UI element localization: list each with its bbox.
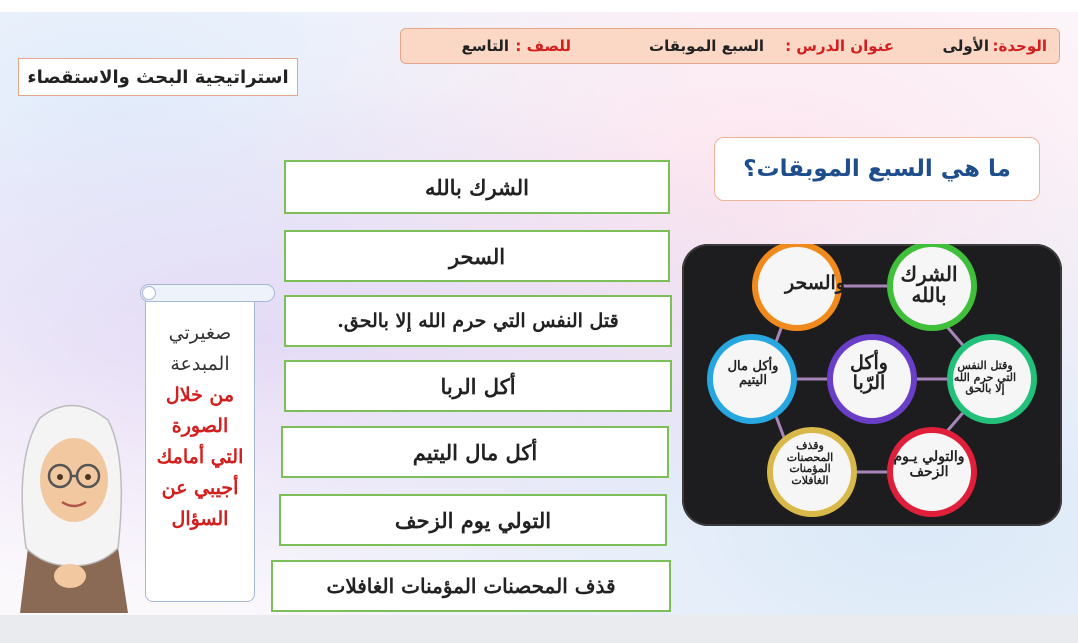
answer-box-1: الشرك بالله <box>284 160 670 214</box>
strategy-title: استراتيجية البحث والاستقصاء <box>18 58 298 96</box>
answer-box-7: قذف المحصنات المؤمنات الغافلات <box>271 560 671 612</box>
question-box: ما هي السبع الموبقات؟ <box>714 137 1040 201</box>
lesson-header <box>400 28 1060 64</box>
answer-box-3: قتل النفس التي حرم الله إلا بالحق. <box>284 295 672 347</box>
grade-label: للصف : <box>515 37 571 55</box>
unit-value: الأولى <box>942 37 989 55</box>
answer-box-2: السحر <box>284 230 670 282</box>
teacher-avatar <box>0 398 145 613</box>
scroll-line-4: الصورة <box>171 415 229 437</box>
node-label-sihr: والسحر <box>785 272 845 294</box>
unit-label: الوحدة: <box>992 37 1047 55</box>
scroll-line-6: أجيبي عن <box>161 477 239 499</box>
scroll-line-3: من خلال <box>165 384 235 406</box>
scroll-line-7: السؤال <box>171 508 229 530</box>
scroll-line-2: المبدعة <box>170 353 230 375</box>
node-label-riba: وأكل الرّبا <box>850 352 888 394</box>
answer-box-4: أكل الربا <box>284 360 672 412</box>
scroll-roll <box>140 284 275 302</box>
seven-sins-diagram <box>682 244 1062 526</box>
node-label-shirk: الشرك بالله <box>900 262 958 307</box>
scroll-line-5: التي أمامك <box>156 446 244 468</box>
node-label-yateem: وأكل مال اليتيم <box>727 359 779 388</box>
lesson-value: السبع الموبقات <box>649 37 764 55</box>
node-label-qatl: وقتل النفس التي حرم الله إلا بالحق <box>953 359 1017 396</box>
scroll-note-text <box>145 318 255 535</box>
bottom-strip <box>0 615 1078 643</box>
answer-box-6: التولي يوم الزحف <box>279 494 667 546</box>
scroll-line-1: صغيرتي <box>168 322 232 344</box>
top-strip <box>0 0 1078 12</box>
scroll-curl <box>142 286 156 300</box>
node-label-tawalli: والتولي يـوم الزحف <box>893 449 965 480</box>
node-label-qadhf: وقذف المحصنات المؤمنات الغافلات <box>786 439 834 487</box>
avatar-hand <box>54 564 86 588</box>
grade-value: التاسع <box>461 37 509 55</box>
answer-box-5: أكل مال اليتيم <box>281 426 669 478</box>
lesson-label: عنوان الدرس : <box>785 37 894 55</box>
